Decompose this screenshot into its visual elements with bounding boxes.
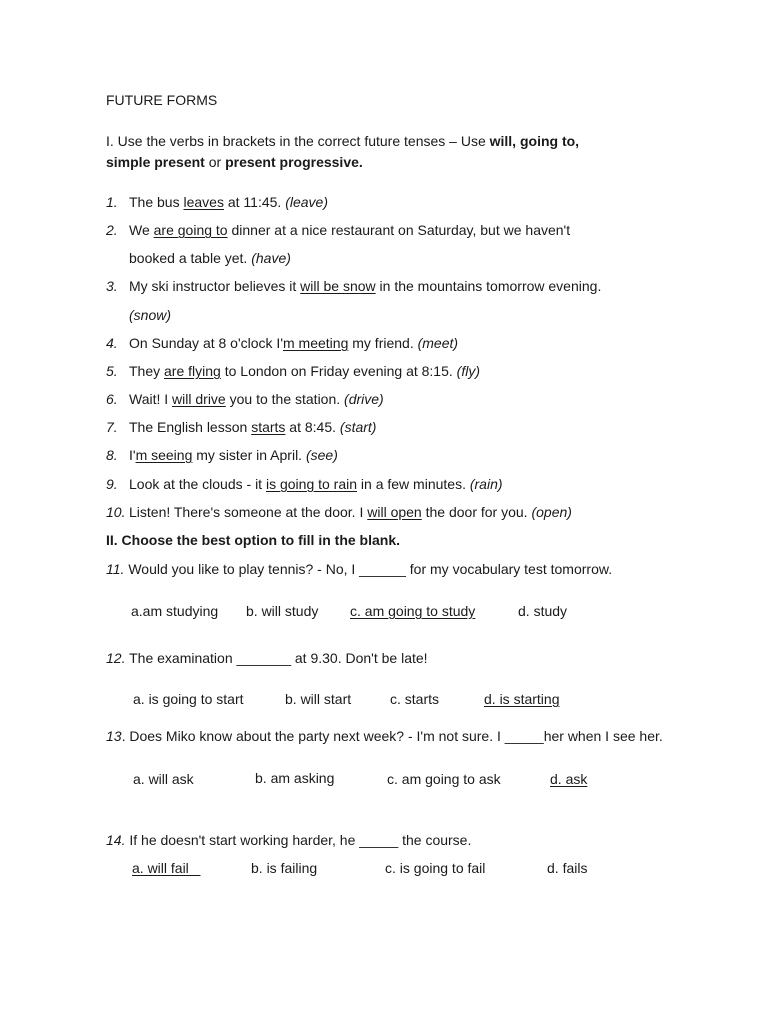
item-answer: leaves [183, 194, 224, 210]
item-number: 2. [106, 222, 118, 238]
item-verb: (open) [531, 504, 572, 520]
option: c. am going to ask [387, 771, 501, 787]
option-correct: c. am going to study [350, 603, 476, 619]
question-text: Would you like to play tennis? - No, I ______ for my vocabulary test tomorrow. [124, 561, 613, 577]
item-text: The bus [129, 194, 184, 210]
item-verb: (drive) [344, 391, 384, 407]
item-text: the door for you. [421, 504, 532, 520]
section1-instruction [106, 133, 579, 149]
item-number: 9. [106, 476, 118, 492]
option: c. is going to fail [385, 860, 486, 876]
question-text: The examination _______ at 9.30. Don't be late! [125, 650, 428, 666]
item-answer: will open [367, 504, 422, 520]
item-answer: are flying [164, 363, 221, 379]
page-title: FUTURE FORMS [106, 92, 218, 108]
instruction-bold: simple present [106, 154, 205, 170]
item-text: in a few minutes. [357, 476, 470, 492]
item-text: booked a table yet. [129, 250, 252, 266]
item-text: Wait! I [129, 391, 173, 407]
question-text: If he doesn't start working harder, he _____ the course. [125, 832, 472, 848]
item-answer: m seeing [135, 447, 193, 463]
item-number: 3. [106, 278, 118, 294]
question-number: 14. [106, 832, 126, 848]
item-verb: (leave) [285, 194, 328, 210]
question [106, 832, 471, 848]
item-text: my sister in April. [192, 447, 306, 463]
item-answer: are going to [153, 222, 228, 238]
option: a. will ask [133, 771, 194, 787]
item-text: at 11:45. [223, 194, 286, 210]
item-verb: (meet) [417, 335, 459, 351]
option-correct: d. ask [550, 771, 588, 787]
option: a.am studying [131, 603, 219, 619]
question-number: 11. [106, 561, 125, 577]
item-number: 8. [106, 447, 118, 463]
item-answer: starts [251, 419, 286, 435]
item-number: 10. [106, 504, 126, 520]
option: d. study [518, 603, 568, 619]
item-answer: will drive [172, 391, 226, 407]
item-text: at 8:45. [285, 419, 340, 435]
item-text: We [129, 222, 154, 238]
item-text: you to the station. [225, 391, 345, 407]
option: c. starts [390, 691, 440, 707]
option-correct: d. is starting [484, 691, 560, 707]
item-number: 7. [106, 419, 118, 435]
item-verb: (fly) [456, 363, 480, 379]
item-answer: will be snow [300, 278, 376, 294]
instruction-text: I. Use the verbs in brackets in the correct future tenses – Use [106, 133, 490, 149]
question [106, 728, 663, 744]
item-text: to London on Friday evening at 8:15. [220, 363, 457, 379]
instruction-bold: present progressive. [225, 154, 363, 170]
item-text: my friend. [348, 335, 418, 351]
item-verb: (have) [251, 250, 291, 266]
item-text: Look at the clouds - it [129, 476, 266, 492]
section2-heading: II. Choose the best option to fill in the blank. [106, 532, 400, 548]
item-verb: (snow) [129, 307, 172, 323]
item-text: I' [129, 447, 136, 463]
option: b. am asking [255, 770, 335, 786]
item-text: They [129, 363, 165, 379]
section1-instruction-line2 [106, 154, 363, 170]
item-number: 6. [106, 391, 118, 407]
question [106, 561, 612, 577]
item-text: On Sunday at 8 o'clock I' [129, 335, 283, 351]
item-answer: is going to rain [265, 476, 358, 492]
option: b. will start [285, 691, 352, 707]
item-text: The English lesson [129, 419, 252, 435]
item-answer: m meeting [283, 335, 349, 351]
question-number: 12. [106, 650, 126, 666]
item-verb: (start) [339, 419, 377, 435]
instruction-bold: will, going to, [489, 133, 580, 149]
option: b. will study [246, 603, 319, 619]
item-text: dinner at a nice restaurant on Saturday, but we haven't [227, 222, 571, 238]
item-number: 4. [106, 335, 118, 351]
question [106, 650, 428, 666]
question-number: 13 [106, 728, 122, 744]
option: d. fails [547, 860, 588, 876]
item-verb: (see) [305, 447, 338, 463]
instruction-text: or [204, 154, 226, 170]
item-text: Listen! There's someone at the door. I [129, 504, 368, 520]
option: a. is going to start [133, 691, 244, 707]
item-number: 5. [106, 363, 118, 379]
option: b. is failing [251, 860, 318, 876]
item-text: My ski instructor believes it [129, 278, 301, 294]
option-correct: a. will fail [132, 860, 201, 876]
item-verb: (rain) [469, 476, 503, 492]
item-number: 1. [106, 194, 118, 210]
question-text: . Does Miko know about the party next week? - I'm not sure. I _____her when I see her. [121, 728, 663, 744]
item-text: in the mountains tomorrow evening. [375, 278, 602, 294]
